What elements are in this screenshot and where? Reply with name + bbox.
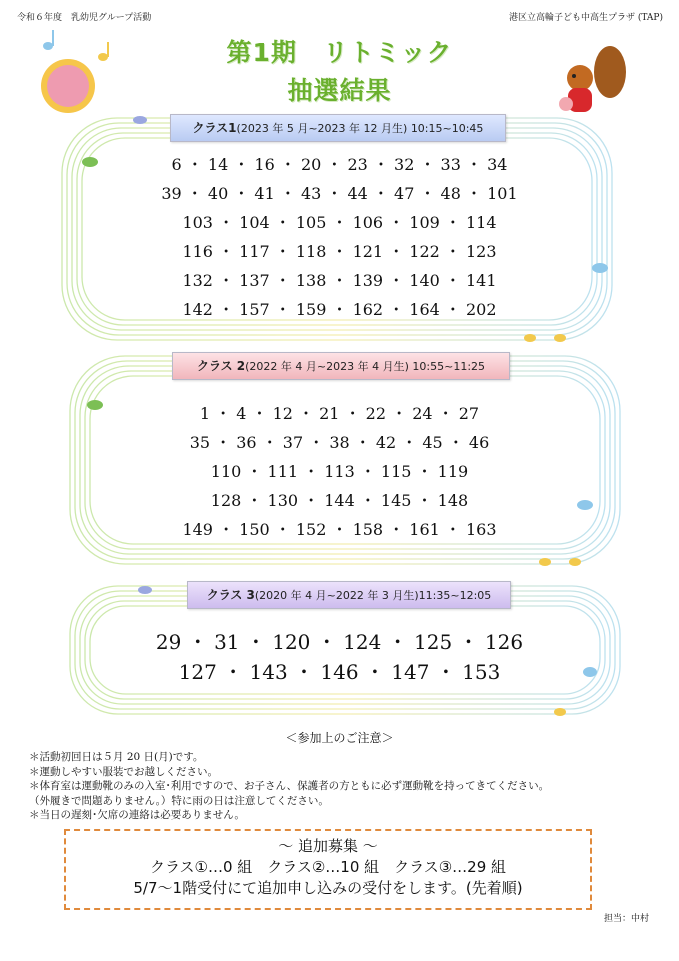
number-row: 103 ・ 104 ・ 105 ・ 106 ・ 109 ・ 114 bbox=[182, 213, 497, 232]
class2-range: (2022 年 4 月~2023 年 4 月生) bbox=[245, 360, 409, 373]
header-right: 港区立高輪子ども中高生プラザ (TAP) bbox=[509, 13, 663, 23]
class2-numbers bbox=[0, 399, 679, 544]
class1-range: (2023 年 5 月~2023 年 12 月生) bbox=[236, 122, 408, 135]
number-row: 35 ・ 36 ・ 37 ・ 38 ・ 42 ・ 45 ・ 46 bbox=[189, 433, 490, 452]
number-row: 1 ・ 4 ・ 12 ・ 21 ・ 22 ・ 24 ・ 27 bbox=[199, 404, 480, 423]
class3-label bbox=[187, 581, 511, 609]
number-row: 110 ・ 111 ・ 113 ・ 115 ・ 119 bbox=[210, 462, 469, 481]
recruit-box bbox=[64, 829, 592, 910]
number-row: 39 ・ 40 ・ 41 ・ 43 ・ 44 ・ 47 ・ 48 ・ 101 bbox=[161, 184, 518, 203]
header-left: 令和６年度 乳幼児グループ活動 bbox=[17, 13, 152, 23]
number-row: 6 ・ 14 ・ 16 ・ 20 ・ 23 ・ 32 ・ 33 ・ 34 bbox=[171, 155, 508, 174]
recruit-title: ～ 追加募集 ～ bbox=[278, 837, 378, 855]
number-row: 132 ・ 137 ・ 138 ・ 139 ・ 140 ・ 141 bbox=[182, 271, 497, 290]
note-item: ＊活動初回日は５月 20 日(月)です。 bbox=[29, 751, 204, 763]
notes-list bbox=[29, 750, 549, 823]
class2-name: クラス 2 bbox=[196, 359, 246, 373]
number-row: 116 ・ 117 ・ 118 ・ 121 ・ 122 ・ 123 bbox=[182, 242, 497, 261]
note-item: ＊体育室は運動靴のみの入室･利用ですので、お子さん、保護者の方ともに必ず運動靴を持ってきてください。 bbox=[29, 780, 550, 792]
class1-time: 10:15~10:45 bbox=[410, 122, 484, 135]
page-title-line1: 第1期 リトミック bbox=[226, 38, 453, 67]
number-row: 128 ・ 130 ・ 144 ・ 145 ・ 148 bbox=[210, 491, 469, 510]
class1-name: クラス1 bbox=[192, 121, 237, 135]
class2-time: 10:55~11:25 bbox=[412, 360, 486, 373]
page-title-line2: 抽選結果 bbox=[287, 76, 392, 105]
class3-numbers bbox=[0, 627, 679, 687]
class1-label bbox=[170, 114, 506, 142]
note-item: ＊運動しやすい服装でお越しください。 bbox=[29, 765, 218, 778]
class3-time: 11:35~12:05 bbox=[418, 589, 492, 602]
contact-person: 担当：中村 bbox=[603, 914, 649, 924]
class3-name: クラス 3 bbox=[206, 588, 255, 602]
number-row: 142 ・ 157 ・ 159 ・ 162 ・ 164 ・ 202 bbox=[182, 300, 497, 319]
note-item: （外履きで問題ありません。）特に雨の日は注意してください。 bbox=[29, 794, 329, 807]
note-item: ＊当日の遅刻･欠席の連絡は必要ありません。 bbox=[29, 809, 245, 821]
class1-numbers bbox=[0, 150, 679, 324]
number-row: 29 ・ 31 ・ 120 ・ 124 ・ 125 ・ 126 bbox=[155, 630, 524, 654]
notes-heading: ＜参加上のご注意＞ bbox=[285, 731, 394, 745]
class2-label bbox=[172, 352, 510, 380]
number-row: 127 ・ 143 ・ 146 ・ 147 ・ 153 bbox=[178, 660, 501, 684]
recruit-line1: クラス①…0 組 クラス②…10 組 クラス③…29 組 bbox=[149, 858, 506, 876]
number-row: 149 ・ 150 ・ 152 ・ 158 ・ 161 ・ 163 bbox=[182, 520, 497, 539]
recruit-line2: 5/7～1階受付にて追加申し込みの受付をします。(先着順) bbox=[133, 879, 523, 897]
class3-range: (2020 年 4 月~2022 年 3 月生) bbox=[254, 589, 419, 602]
